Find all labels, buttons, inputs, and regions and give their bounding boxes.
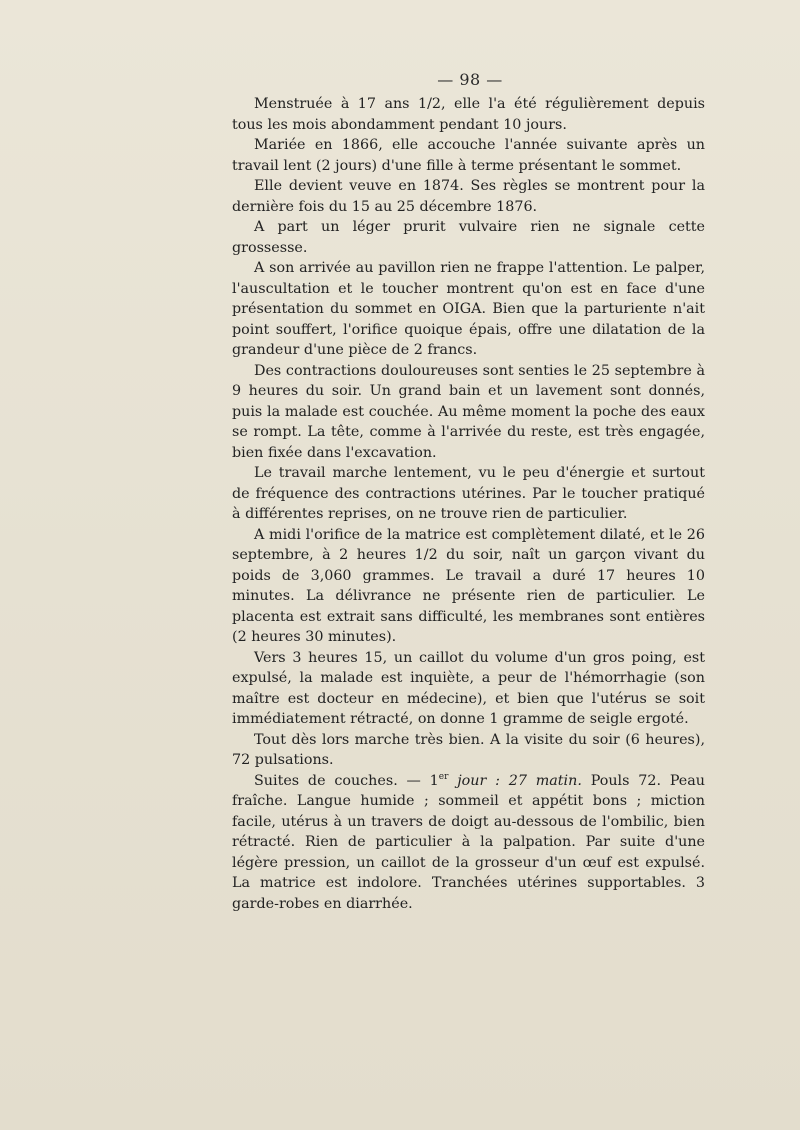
paragraph-widow: Elle devient veuve en 1874. Ses règles se montrent pour la dernière fois du 15 au 25 décembre 1876. xyxy=(232,178,705,215)
paragraph-menstruation: Menstruée à 17 ans 1/2, elle l'a été régulièrement depuis tous les mois abondamment pendant 10 jours. xyxy=(232,96,705,133)
paragraph-postpartum xyxy=(232,771,705,915)
postpartum-day: jour : 27 matin. xyxy=(448,772,582,789)
postpartum-sup: er xyxy=(438,771,449,782)
paragraph-clot: Vers 3 heures 15, un caillot du volume d'un gros poing, est expulsé, la malade est inquiète, a peur de l'hémorrhagie (son maître est docteur en médecine), et bien que l'utérus se soit immédiatement rétracté, on donne 1 gramme de seigle ergoté. xyxy=(232,649,705,727)
paragraph-pregnancy: A part un léger prurit vulvaire rien ne signale cette grossesse. xyxy=(232,219,705,256)
paragraph-labor: Le travail marche lentement, vu le peu d'énergie et surtout de fréquence des contractions utérines. Par le toucher pratiqué à différentes reprises, on ne trouve rien de particulier. xyxy=(232,465,705,522)
postpartum-rest: Pouls 72. Peau fraîche. Langue humide ; sommeil et appétit bons ; miction facile, utérus à un travers de doigt au-dessous de l'ombilic, bien rétracté. Rien de particulier à la palpation. Par suite d'une légère pression, un caillot de la grosseur d'un œuf est expulsé. La matrice est indolore. Tranchées utérines supportables. 3 garde-robes en diarrhée. xyxy=(232,772,705,912)
paragraph-marriage: Mariée en 1866, elle accouche l'année suivante après un travail lent (2 jours) d'une fille à terme présentant le sommet. xyxy=(232,137,705,174)
paragraph-arrival: A son arrivée au pavillon rien ne frappe l'attention. Le palper, l'auscultation et le toucher montrent qu'on est en face d'une présentation du sommet en OIGA. Bien que la parturiente n'ait point souffert, l'orifice quoique épais, offre une dilatation de la grandeur d'une pièce de 2 francs. xyxy=(232,260,705,358)
body-text xyxy=(232,94,705,914)
paragraph-evening: Tout dès lors marche très bien. A la visite du soir (6 heures), 72 pulsations. xyxy=(232,731,705,768)
paragraph-birth: A midi l'orifice de la matrice est complètement dilaté, et le 26 septembre, à 2 heures 1/2 du soir, naît un garçon vivant du poids de 3,060 grammes. Le travail a duré 17 heures 10 minutes. La délivrance ne présente rien de particulier. Le placenta est extrait sans difficulté, les membranes sont entières (2 heures 30 minutes). xyxy=(232,526,705,645)
page-number: — 98 — xyxy=(437,70,503,89)
paragraph-contractions: Des contractions douloureuses sont senties le 25 septembre à 9 heures du soir. Un grand bain et un lavement sont donnés, puis la malade est couchée. Au même moment la poche des eaux se rompt. La tête, comme à l'arrivée du reste, est très engagée, bien fixée dans l'excavation. xyxy=(232,362,705,461)
postpartum-lead: Suites de couches. — 1 xyxy=(254,772,439,789)
